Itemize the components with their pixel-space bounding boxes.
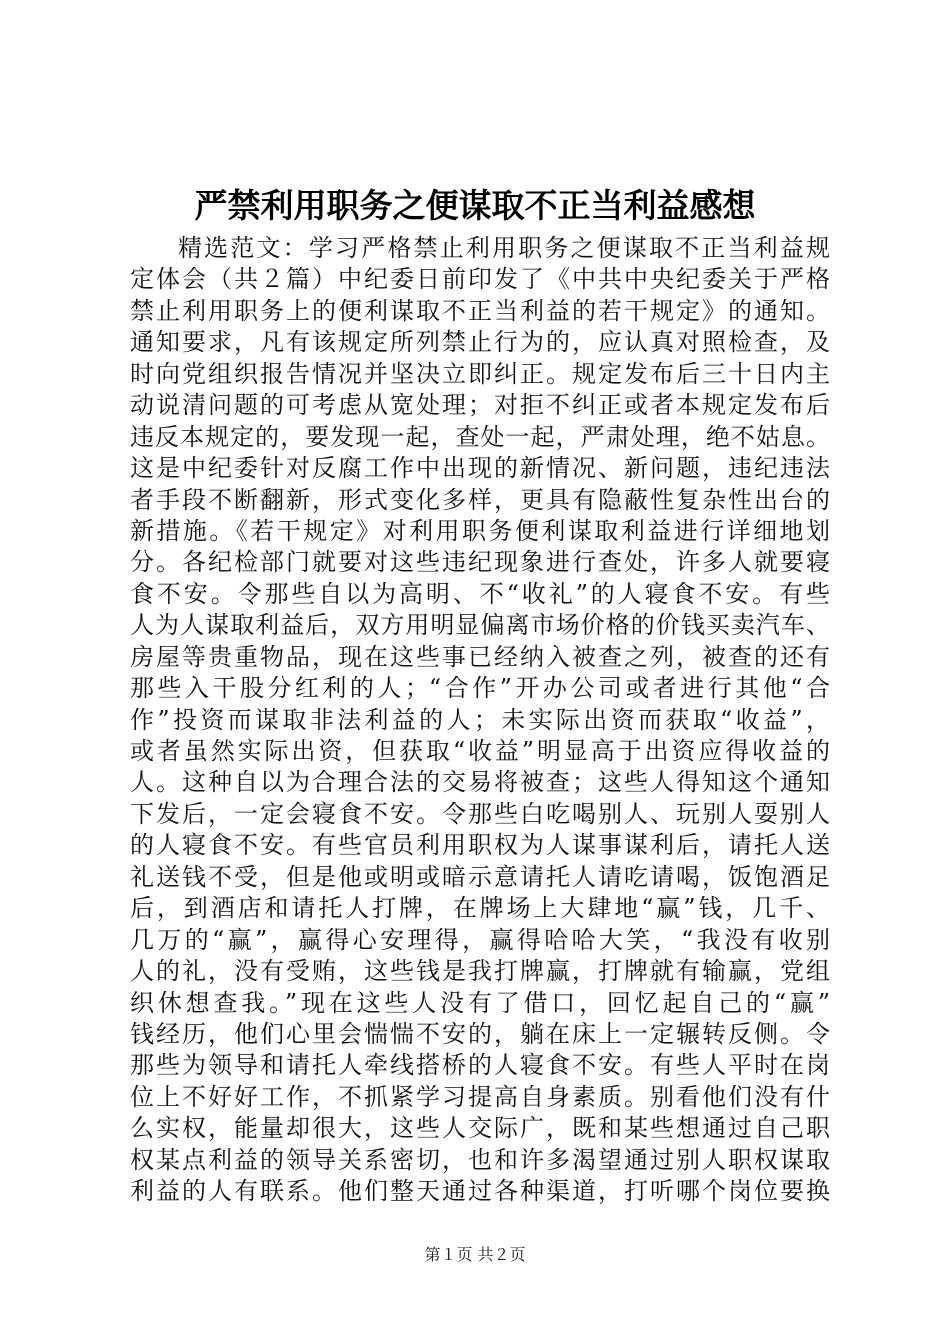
- page-footer: [0, 1245, 950, 1265]
- body-line: 那些为领导和请托人牵线搭桥的人寝食不安。有些人平时在岗: [130, 1051, 830, 1080]
- body-line: 下发后，一定会寝食不安。令那些白吃喝别人、玩别人耍别人: [130, 799, 830, 828]
- body-line: 动说清问题的可考虑从宽处理；对拒不纠正或者本规定发布后: [130, 391, 830, 420]
- body-line: 后，到酒店和请托人打牌，在牌场上大肆地“赢”钱，几千、: [130, 894, 830, 923]
- body-line: 这是中纪委针对反腐工作中出现的新情况、新问题，违纪违法: [130, 454, 830, 483]
- body-line: 时向党组织报告情况并坚决立即纠正。规定发布后三十日内主: [130, 359, 830, 388]
- body-line: 位上不好好工作，不抓紧学习提高自身素质。别看他们没有什: [130, 1082, 830, 1111]
- body-line: 分。各纪检部门就要对这些违纪现象进行查处，许多人就要寝: [130, 548, 830, 577]
- page-total: 共２页: [477, 1245, 526, 1264]
- document-title: 严禁利用职务之便谋取不正当利益感想: [194, 186, 756, 225]
- body-line: 织休想查我。”现在这些人没有了借口，回忆起自己的“赢”: [130, 988, 830, 1017]
- body-line: 人。这种自以为合理合法的交易将被查；这些人得知这个通知: [130, 768, 830, 797]
- page-number: 第１页: [424, 1245, 473, 1264]
- body-line: 作”投资而谋取非法利益的人；未实际出资而获取“收益”，: [130, 705, 830, 734]
- body-line: 人为人谋取利益后，双方用明显偏离市场价格的价钱买卖汽车、: [130, 611, 830, 640]
- body-line: 定体会（共２篇）中纪委日前印发了《中共中央纪委关于严格: [130, 265, 830, 294]
- body-line: 违反本规定的，要发现一起，查处一起，严肃处理，绝不姑息。: [130, 422, 830, 451]
- body-line: 精选范文：学习严格禁止利用职务之便谋取不正当利益规: [178, 234, 830, 262]
- body-line: 禁止利用职务上的便利谋取不正当利益的若干规定》的通知。: [130, 296, 830, 325]
- body-line: 食不安。令那些自以为高明、不“收礼”的人寝食不安。有些: [130, 579, 830, 608]
- body-line: 礼送钱不受，但是他或明或暗示意请托人请吃请喝，饭饱酒足: [130, 862, 830, 891]
- body-line: 通知要求，凡有该规定所列禁止行为的，应认真对照检查，及: [130, 328, 830, 357]
- body-line: 钱经历，他们心里会惴惴不安的，躺在床上一定辗转反侧。令: [130, 1019, 830, 1048]
- body-line: 新措施。《若干规定》对利用职务便利谋取利益进行详细地划: [130, 516, 830, 545]
- body-line: 那些入干股分红利的人；“合作”开办公司或者进行其他“合: [130, 674, 830, 703]
- body-line: 者手段不断翻新，形式变化多样，更具有隐蔽性复杂性出台的: [130, 485, 830, 514]
- body-line: 么实权，能量却很大，这些人交际广，既和某些想通过自己职: [130, 1114, 830, 1143]
- body-line: 权某点利益的领导关系密切，也和许多渴望通过别人职权谋取: [130, 1145, 830, 1174]
- body-line: 人的礼，没有受贿，这些钱是我打牌赢，打牌就有输赢，党组: [130, 957, 830, 986]
- body-line: 或者虽然实际出资，但获取“收益”明显高于出资应得收益的: [130, 737, 830, 765]
- body-line: 利益的人有联系。他们整天通过各种渠道，打听哪个岗位要换: [130, 1177, 830, 1206]
- body-line: 几万的“赢”，赢得心安理得，赢得哈哈大笑，“我没有收别: [130, 925, 830, 954]
- document-body: [130, 233, 830, 1208]
- body-line: 的人寝食不安。有些官员利用职权为人谋事谋利后，请托人送: [130, 831, 830, 860]
- body-line: 房屋等贵重物品，现在这些事已经纳入被查之列，被查的还有: [130, 642, 830, 671]
